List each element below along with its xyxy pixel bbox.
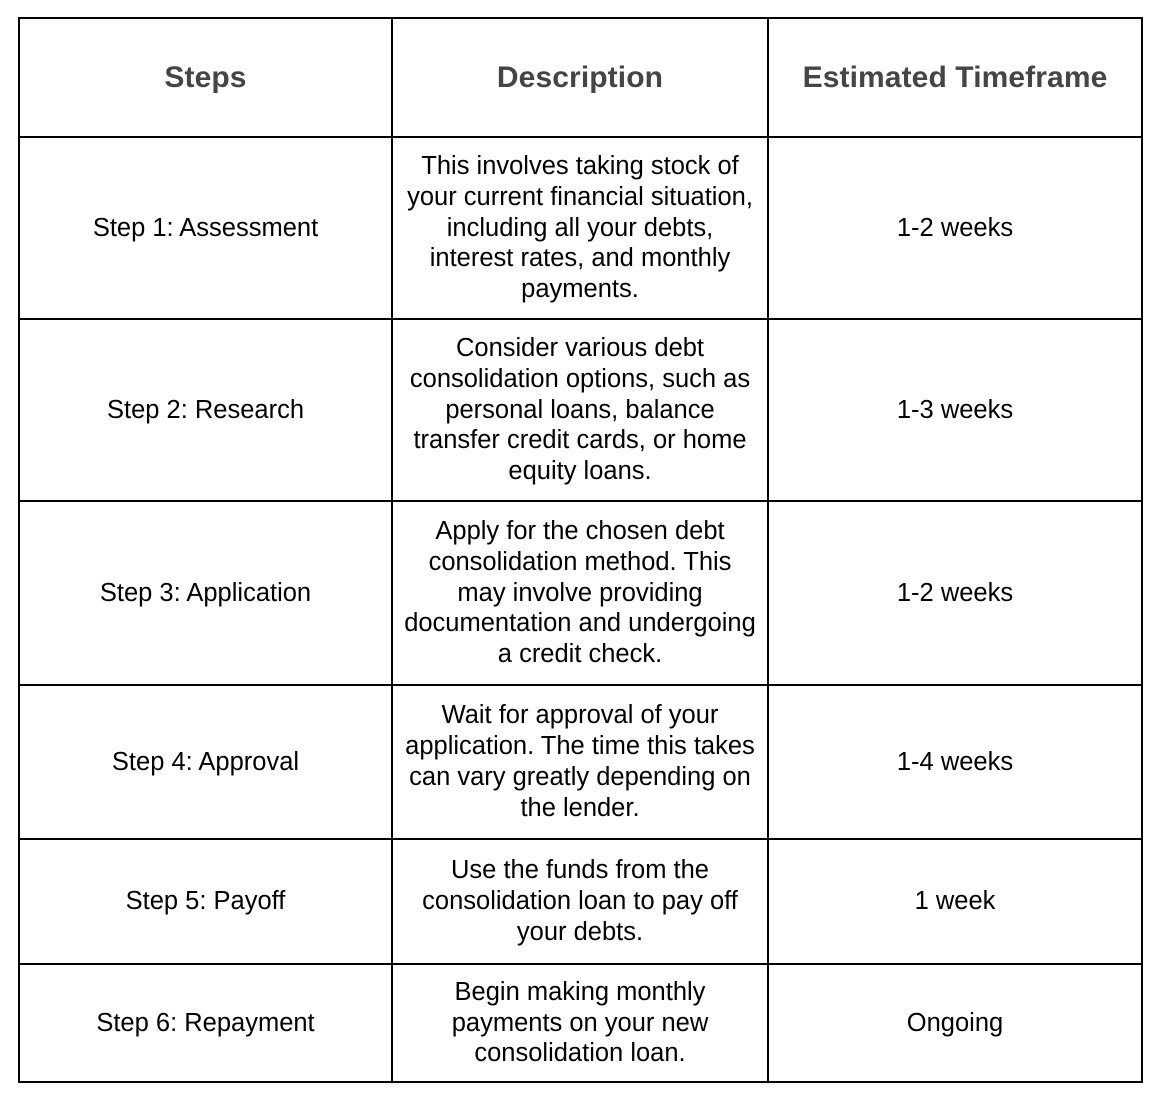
column-header-estimated-timeframe: Estimated Timeframe <box>768 18 1142 137</box>
table-row <box>19 319 1142 501</box>
column-header-steps: Steps <box>19 18 392 137</box>
cell-timeframe: 1 week <box>768 839 1142 964</box>
column-header-description: Description <box>392 18 768 137</box>
table-row <box>19 839 1142 964</box>
cell-step: Step 1: Assessment <box>19 137 392 319</box>
cell-step: Step 4: Approval <box>19 685 392 839</box>
table-header <box>19 18 1142 137</box>
cell-timeframe: Ongoing <box>768 964 1142 1082</box>
cell-step: Step 2: Research <box>19 319 392 501</box>
table-body <box>19 137 1142 1082</box>
table-container <box>18 17 1141 1081</box>
table-header-row <box>19 18 1142 137</box>
cell-timeframe: 1-3 weeks <box>768 319 1142 501</box>
cell-description: Use the funds from the consolidation loan to pay off your debts. <box>392 839 768 964</box>
table-row <box>19 137 1142 319</box>
table-row <box>19 685 1142 839</box>
cell-step: Step 6: Repayment <box>19 964 392 1082</box>
cell-description: Wait for approval of your application. The time this takes can vary greatly depending on the lender. <box>392 685 768 839</box>
cell-description: Begin making monthly payments on your new consolidation loan. <box>392 964 768 1082</box>
debt-consolidation-steps-table <box>18 17 1143 1083</box>
cell-step: Step 3: Application <box>19 501 392 685</box>
cell-timeframe: 1-4 weeks <box>768 685 1142 839</box>
cell-timeframe: 1-2 weeks <box>768 501 1142 685</box>
table-row <box>19 964 1142 1082</box>
cell-description: Apply for the chosen debt consolidation method. This may involve providing documentation and undergoing a credit check. <box>392 501 768 685</box>
cell-timeframe: 1-2 weeks <box>768 137 1142 319</box>
table-row <box>19 501 1142 685</box>
cell-step: Step 5: Payoff <box>19 839 392 964</box>
cell-description: This involves taking stock of your current financial situation, including all your debts, interest rates, and monthly payments. <box>392 137 768 319</box>
cell-description: Consider various debt consolidation options, such as personal loans, balance transfer credit cards, or home equity loans. <box>392 319 768 501</box>
